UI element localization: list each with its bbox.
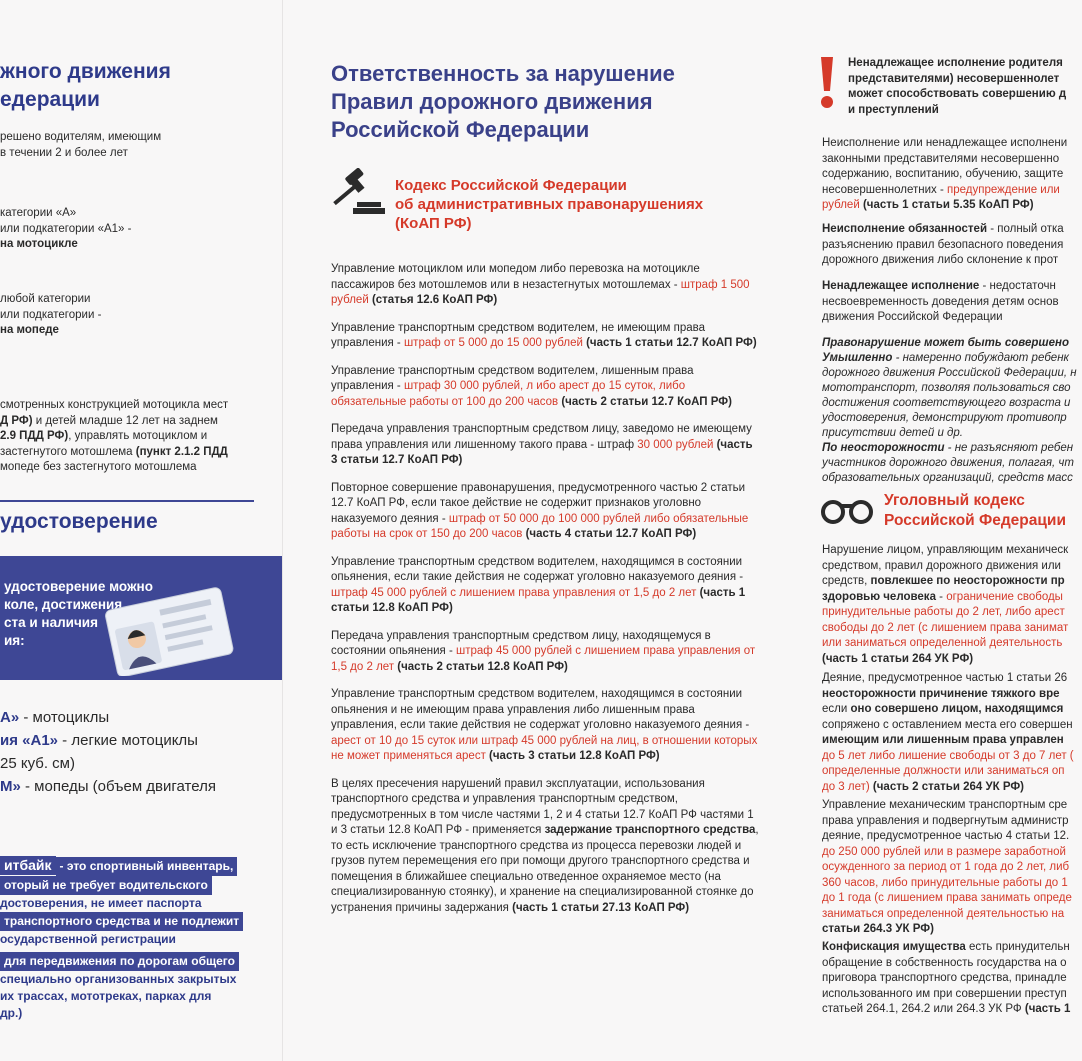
uk-paragraph-264-3: Управление механическим транспортным сре права управления и подвергнутым администр деяние, предусмотренное частью 4 статьи 12. до 250 000 рублей или в размере заработной осужденного за период от 1 года до 2 лет, либ 360 часов, либо принудительные работы до 1 до 1 года (с лишением права занимать опреде заниматься определенной деятельностью на статьи 264.3 УК РФ): [822, 799, 1072, 935]
paragraph-12-8-3: Управление транспортным средством водителем, находящимся в состоянии опьянения и не имеющим права управления либо лишенным права управления, если такие действия не содержат уголовно наказуемого деяния - арест от 10 до 15 суток или штраф 45 000 рублей на лиц, в отношении которых не может применяться арест (часть 3 статьи 12.8 КоАП РФ): [331, 688, 758, 762]
license-heading: удостоверение: [0, 510, 158, 533]
license-categories: А» - мотоциклы ия «А1» - легкие мотоциклы 25 куб. см) М» - мопеды (объем двигателя: [0, 709, 216, 795]
left-title: жного движения едерации: [0, 60, 171, 111]
paragraph-12-8-2: Передача управления транспортным средством лицу, находящемуся в состоянии опьянения - штраф 45 000 рублей с лишением права управления от 1,5 до 2 лет (часть 2 статьи 12.8 КоАП РФ): [331, 629, 756, 673]
right-panel: [786, 0, 1082, 1061]
handcuffs-icon: [820, 494, 874, 528]
main-title: Ответственность за нарушение Правил дорожного движения Российской Федерации: [331, 61, 675, 142]
left-text-block-2: категории «А» или подкатегории «А1» - на мотоцикле: [0, 207, 132, 250]
warning-text: Ненадлежащее исполнение родителя представителями) несовершеннолет может способствовать совершению д и преступлений: [848, 57, 1067, 116]
uk-heading: Уголовный кодекс Российской Федерации: [884, 492, 1066, 529]
pitbike-ban-note: для передвижения по дорогам общего специально организованных закрытых их трассах, мототреках, парках для др.): [0, 952, 282, 1022]
paragraph-12-7-2: Управление транспортным средством водителем, лишенным права управления - штраф 30 000 рублей, л ибо арест до 15 суток, либо обязательные работы от 100 до 200 часов (часть 2 статьи 12.7 КоАП РФ): [331, 364, 732, 408]
license-info-text: удостоверение можно коле, достижения ста и наличия ия:: [4, 579, 153, 648]
paragraph-12-6: Управление мотоциклом или мопедом либо перевозка на мотоцикле пассажиров без мотошлемов или в незастегнутых мотошлемах - штраф 1 500 рублей (статья 12.6 КоАП РФ): [331, 263, 750, 306]
divider: [0, 500, 254, 502]
right-block-4: Правонарушение может быть совершено Умышленно - намеренно побуждают ребенк дорожного движения Российской Федерации, н мототранспорт, позволяя пользоваться сво достижения соответствующего возраста и удостоверения, демонстрируют противопр присутствии детей и др. По неосторожности - не разъясняют ребен участников дорожного движения, полагая, чт образовательных организаций, средств масс: [822, 337, 1077, 484]
paragraph-12-8-1: Управление транспортным средством водителем, находящимся в состоянии опьянения, если такие действия не содержат уголовно наказуемого деяния - штраф 45 000 рублей с лишением права управления от 1,5 до 2 лет (часть 1 статьи 12.8 КоАП РФ): [331, 555, 746, 614]
uk-paragraph-264-2: Деяние, предусмотренное частью 1 статьи 26 неосторожности причинение тяжкого вре если оно совершено лицом, находящимся сопряжено с оставлением места его совершен имеющим или лишенным права управлен до 5 лет либо лишение свободы от 3 до 7 лет ( определенные должности или заниматься оп до 3 лет) (часть 2 статьи 264 УК РФ): [822, 672, 1074, 793]
middle-panel: [282, 0, 788, 1061]
right-block-2: Неисполнение обязанностей - полный отка разъяснению правил безопасного поведения дорожного движения либо склонение к прот: [822, 223, 1064, 266]
driver-license-card-icon: [100, 586, 240, 676]
right-block-3: Ненадлежащее исполнение - недостаточн несвоевременность доведения детям основ движения Российской Федерации: [822, 280, 1059, 323]
left-text-block-4: смотренных конструкцией мотоцикла мест Д РФ) и детей младше 12 лет на заднем 2.9 ПДД РФ), управлять мотоциклом и застегнутого мотошлема (пункт 2.1.2 ПДД мопеде без застегнутого мотошлема: [0, 399, 229, 473]
pitbike-note: итбайк- это спортивный инвентарь, оторый не требует водительского достоверения, не имеет паспорта транспортного средства и не подлежит осударственной регистрации: [0, 856, 282, 948]
koap-heading: Кодекс Российской Федерации об административных правонарушениях (КоАП РФ): [395, 177, 704, 232]
uk-confiscation: Конфискация имущества есть принудительн обращение в собственность государства на о приговора транспортного средства, принадле использованного им при совершении преступ статьей 264.1, 264.2 или 264.3 УК РФ (часть 1: [822, 941, 1071, 1015]
gavel-icon: [329, 168, 385, 216]
paragraph-12-7-1: Управление транспортным средством водителем, не имеющим права управления - штраф от 5 000 до 15 000 рублей (часть 1 статьи 12.7 КоАП РФ): [331, 321, 757, 349]
right-block-1: Неисполнение или ненадлежащее исполнени законными представителями несовершенно содержанию, воспитанию, обучению, защите несовершеннолетних - предупреждение или рублей (часть 1 статьи 5.35 КоАП РФ): [822, 137, 1068, 211]
paragraph-12-7-3: Передача управления транспортным средством лицу, заведомо не имеющему права управления или лишенному такого права - штраф 30 000 рублей (часть 3 статьи 12.7 КоАП РФ): [331, 423, 753, 466]
left-text-block-1: решено водителям, имеющим в течении 2 и более лет: [0, 131, 162, 159]
koap-paragraphs: [331, 262, 759, 916]
exclamation-icon: [818, 55, 836, 111]
paragraph-27-13: В целях пресечения нарушений правил эксплуатации, использования транспортного средства и управления транспортным средством, предусмотренных в том числе частями 1, 2 и 4 статьи 12.7 КоАП РФ частями 1 и 3 статьи 12.8 КоАП РФ - применяется задержание транспортного средства, то есть исключение транспортного средства из процесса перевозки людей и грузов путем перемещения его при помощи другого транспортного средства и помещения в ближайшее специально отведенное охраняемое место (на специализированную стоянку), и хранение на специализированной стоянке до устранения причины задержания (часть 1 статьи 27.13 КоАП РФ): [331, 777, 759, 914]
left-text-block-3: любой категории или подкатегории - на мопеде: [0, 293, 102, 336]
uk-paragraph-264-1: Нарушение лицом, управляющим механическ средством, правил дорожного движения или средств, повлекшее по неосторожности пр здоровью человека - ограничение свободы принудительные работы до 2 лет, либо арест свободы до 2 лет (с лишением права занимат или заниматься определенной деятельность (часть 1 статьи 264 УК РФ): [822, 544, 1069, 665]
left-panel: [0, 0, 282, 1061]
license-info-box: [0, 556, 282, 680]
paragraph-12-7-4: Повторное совершение правонарушения, предусмотренного частью 2 статьи 12.7 КоАП РФ, если такое действие не содержит признаков уголовно наказуемого деяния - штраф от 50 000 до 100 000 рублей либо обязательные работы на срок от 150 до 200 часов (часть 4 статьи 12.7 КоАП РФ): [331, 481, 749, 540]
